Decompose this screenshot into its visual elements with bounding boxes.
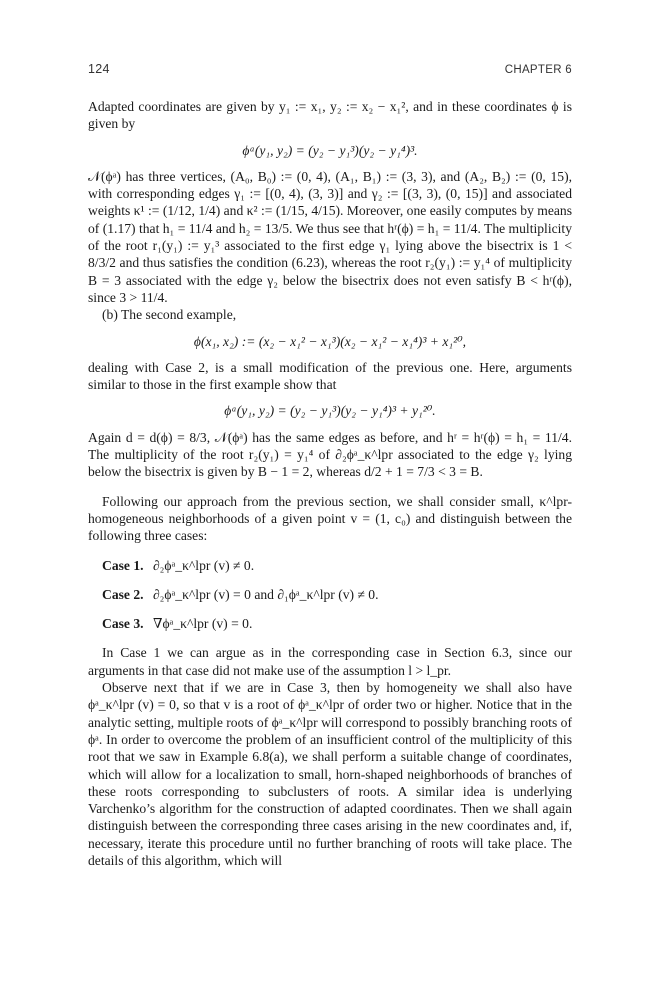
paragraph: dealing with Case 2, is a small modification of the previous one. Here, arguments similar to those in the first example show that: [88, 359, 572, 393]
case-2: [102, 586, 572, 603]
case-condition: ∇ϕᵃ_κ^lpr (v) = 0.: [152, 616, 253, 632]
paragraph: Again d = d(ϕ) = 8/3, 𝒩(ϕᵃ) has the same edges as before, and hʳ = hʳ(ϕ) = h₁ = 11/4. The multiplicity of the root r₂(y₁) = y₁⁴ of ∂₂ϕᵃ_κ^lpr associated to the edge γ₂ lying below the bisectrix is given by B − 1 = 2, whereas d/2 + 1 = 7/3 < 3 = B.: [88, 429, 572, 480]
case-1: [102, 557, 572, 574]
book-page: [88, 62, 572, 869]
case-condition: ∂₂ϕᵃ_κ^lpr (v) ≠ 0.: [152, 557, 255, 573]
running-header: [88, 62, 572, 76]
spacer: [88, 632, 572, 644]
spacer: [88, 481, 572, 493]
case-condition: ∂₂ϕᵃ_κ^lpr (v) = 0 and ∂₁ϕᵃ_κ^lpr (v) ≠ 0.: [152, 586, 379, 602]
case-label: Case 3.: [102, 616, 144, 632]
display-equation: ϕᵃ(y₁, y₂) = (y₂ − y₁³)(y₂ − y₁⁴)³.: [242, 142, 418, 158]
chapter-label: CHAPTER 6: [504, 64, 572, 76]
paragraph: (b) The second example,: [102, 307, 237, 323]
paragraph: Following our approach from the previous section, we shall consider small, κ^lpr-homogeneous neighborhoods of a given point v = (1, c₀) and distinguish between the following three cases:: [88, 493, 572, 544]
body-text: [88, 98, 572, 869]
case-label: Case 2.: [102, 586, 144, 602]
paragraph: Observe next that if we are in Case 3, then by homogeneity we shall also have ϕᵃ_κ^lpr (v) = 0, so that v is a root of ϕᵃ_κ^lpr of order two or higher. Notice that in the analytic setting, multiple roots of ϕᵃ_κ^lpr will correspond to possibly branching roots of ϕᵃ. In order to overcome the problem of an insufficient control of the multiplicity of this root that we saw in Example 6.8(a), we shall perform a suitable change of coordinates, which will allow for a localization to small, horn-shaped neighborhoods of branches of these roots corresponding to subclusters of roots. A similar idea is underlying Varchenko’s algorithm for the construction of adapted coordinates. Then we shall again distinguish between the corresponding three cases arising in the new coordinates and, if, necessary, iterate this procedure until no further branching of roots will take place. The details of this algorithm, which will: [88, 680, 572, 868]
page-number: 124: [88, 62, 110, 76]
case-3: [102, 615, 572, 632]
paragraph: Adapted coordinates are given by y₁ := x₁, y₂ := x₂ − x₁², and in these coordinates ϕ is given by: [88, 99, 572, 132]
paragraph: 𝒩(ϕᵃ) has three vertices, (A₀, B₀) := (0, 4), (A₁, B₁) := (3, 3), and (A₂, B₂) := (0, 15), with corresponding edges γ₁ := [(0, 4), (3, 3)] and γ₂ := [(3, 3), (0, 15)] and associated weights κ¹ := (1/12, 1/4) and κ² := (1/15, 4/15). Moreover, one easily computes by means of (1.17) that h₁ = 11/4 and h₂ = 13/5. We thus see that hʳ(ϕ) = h₁ = 11/4. The multiplicity of the root r₁(y₁) := y₁³ associated to the first edge γ₁ lying above the bisectrix is 1 < 8/3/2 and thus satisfies the condition (6.23), whereas the root r₂(y₁) := y₁⁴ of multiplicity B = 3 associated with the edge γ₂ below the bisectrix does not even satisfy B < hʳ(ϕ), since 3 > 11/4.: [88, 168, 573, 305]
case-label: Case 1.: [102, 557, 144, 573]
display-equation: ϕᵃ(y₁, y₂) = (y₂ − y₁³)(y₂ − y₁⁴)³ + y₁²⁰.: [224, 403, 436, 419]
paragraph: In Case 1 we can argue as in the corresponding case in Section 6.3, since our arguments in that case did not make use of the assumption l > l_pr.: [88, 645, 572, 678]
display-equation: ϕ(x₁, x₂) := (x₂ − x₁² − x₁³)(x₂ − x₁² − x₁⁴)³ + x₁²⁰,: [193, 333, 467, 349]
